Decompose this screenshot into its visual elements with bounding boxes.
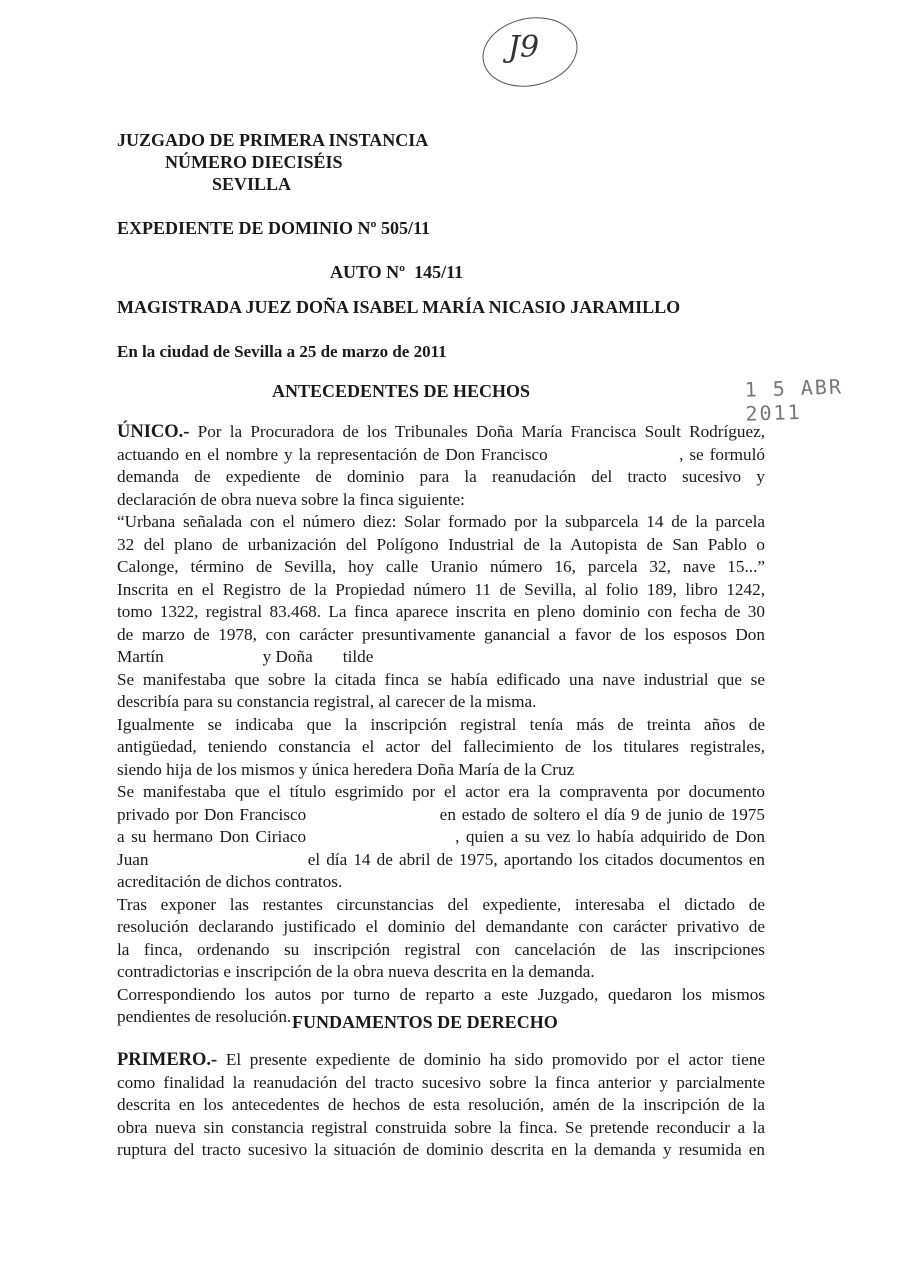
antecedentes-lead: ÚNICO.- bbox=[117, 422, 190, 442]
antecedentes-line: Se manifestaba que sobre la citada finca se había edificado una nave industrial que se bbox=[117, 669, 765, 689]
antecedentes-line: antigüedad, teniendo constancia el actor del fallecimiento de los titulares registrales, bbox=[117, 737, 765, 756]
antecedentes-line: privado por Don Francisco en estado de soltero el día 9 de junio de 1975 bbox=[117, 804, 765, 824]
antecedentes-line: la finca, ordenando su inscripción registral con cancelación de las inscripciones bbox=[117, 939, 765, 959]
place-date-line: En la ciudad de Sevilla a 25 de marzo de 2011 bbox=[117, 342, 447, 361]
fundamentos-line: ruptura del tracto sucesivo la situación de dominio descrita en la demanda y resumida en bbox=[117, 1140, 765, 1159]
antecedentes-line: contradictorias e inscripción de la obra nueva descrita en la demanda. bbox=[117, 962, 595, 981]
antecedentes-line: a su hermano Don Ciriaco , quien a su vez lo había adquirido de Don bbox=[117, 827, 765, 846]
fundamentos-heading: FUNDAMENTOS DE DERECHO bbox=[292, 1012, 558, 1032]
antecedentes-line: pendientes de resolución. bbox=[117, 1007, 292, 1026]
antecedentes-heading: ANTECEDENTES DE HECHOS bbox=[272, 381, 531, 401]
auto-number: AUTO Nº 145/11 bbox=[330, 262, 464, 282]
antecedentes-line: Martín y Doña tilde bbox=[117, 647, 374, 666]
antecedentes-line: siendo hija de los mismos y única heredera Doña María de la Cruz bbox=[117, 759, 575, 779]
court-city: SEVILLA bbox=[212, 174, 292, 194]
antecedentes-line: Tras exponer las restantes circunstancias del expediente, interesaba el dictado de bbox=[117, 894, 765, 914]
expediente-number: EXPEDIENTE DE DOMINIO Nº 505/11 bbox=[117, 218, 430, 238]
antecedentes-line: Igualmente se indicaba que la inscripción registral tenía más de treinta años de bbox=[117, 714, 765, 734]
antecedentes-line: Inscrita en el Registro de la Propiedad número 11 de Sevilla, al folio 189, libro 1242, bbox=[117, 579, 765, 599]
antecedentes-line: Correspondiendo los autos por turno de reparto a este Juzgado, quedaron los mismos bbox=[117, 984, 765, 1004]
antecedentes-line: ÚNICO.- Por la Procuradora de los Tribunales Doña María Francisca Soult Rodríguez, bbox=[117, 422, 765, 442]
fundamentos-line: PRIMERO.- El presente expediente de dominio ha sido promovido por el actor tiene bbox=[117, 1050, 765, 1070]
fundamentos-line: como finalidad la reanudación del tracto sucesivo sobre la finca anterior y parcialmente bbox=[117, 1072, 765, 1092]
fundamentos-body bbox=[117, 1049, 765, 1162]
antecedentes-line: 32 del plano de urbanización del Polígono Industrial de la Autopista de San Pablo o bbox=[117, 534, 765, 554]
antecedentes-line: de marzo de 1978, con carácter presuntivamente ganancial a favor de los esposos Don bbox=[117, 624, 765, 644]
magistrada-line: MAGISTRADA JUEZ DOÑA ISABEL MARÍA NICASIO JARAMILLO bbox=[117, 297, 681, 317]
antecedentes-line: Juan el día 14 de abril de 1975, aportando los citados documentos en bbox=[117, 849, 765, 869]
antecedentes-line: describía para su constancia registral, al carecer de la misma. bbox=[117, 692, 537, 711]
antecedentes-line: Se manifestaba que el título esgrimido por el actor era la compraventa por documento bbox=[117, 782, 765, 801]
antecedentes-line: declaración de obra nueva sobre la finca siguiente: bbox=[117, 489, 465, 509]
court-name-line1: JUZGADO DE PRIMERA INSTANCIA bbox=[117, 130, 429, 150]
court-name-line2: NÚMERO DIECISÉIS bbox=[165, 152, 343, 172]
antecedentes-line: resolución declarando justificado el dominio del demandante con carácter privativo de bbox=[117, 917, 765, 936]
fundamentos-lead: PRIMERO.- bbox=[117, 1050, 218, 1070]
antecedentes-line: “Urbana señalada con el número diez: Solar formado por la subparcela 14 de la parcela bbox=[117, 512, 765, 531]
received-date-stamp: 1 5 ABR 2011 bbox=[744, 374, 844, 426]
page-number-mark: J9 bbox=[508, 30, 540, 65]
antecedentes-line: tomo 1322, registral 83.468. La finca aparece inscrita en pleno dominio con fecha de 30 bbox=[117, 602, 765, 621]
antecedentes-line: actuando en el nombre y la representación de Don Francisco , se formuló bbox=[117, 444, 765, 464]
antecedentes-line: demanda de expediente de dominio para la reanudación del tracto sucesivo y bbox=[117, 467, 765, 486]
antecedentes-line: acreditación de dichos contratos. bbox=[117, 872, 343, 891]
antecedentes-line: Calonge, término de Sevilla, hoy calle Uranio número 16, parcela 32, nave 15...” bbox=[117, 557, 765, 576]
fundamentos-line: obra nueva sin constancia registral construida sobre la finca. Se pretende reconducir a la bbox=[117, 1117, 765, 1137]
fundamentos-line: descrita en los antecedentes de hechos de esta resolución, amén de la inscripción de la bbox=[117, 1095, 765, 1114]
antecedentes-body bbox=[117, 421, 765, 1029]
